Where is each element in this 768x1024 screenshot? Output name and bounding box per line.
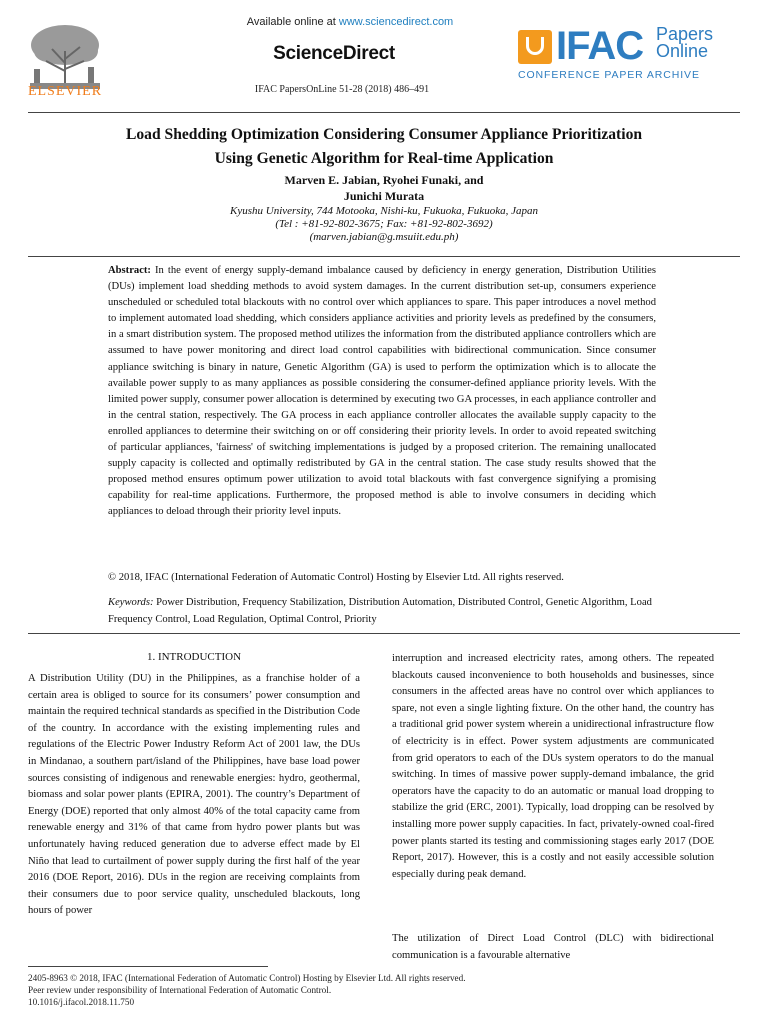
abstract-text: In the event of energy supply-demand imbalance caused by deficiency in energy generation, Distribution Utilities (DUs) implement load shedding methods to avoid system damages. In the current distribution set-up, consumers experience unscheduled or scheduled total blackouts with no control over which appliances to spare. This paper introduces a novel method to implement automated load shedding, which considers appliance activities and priority levels as predefined by the consumers, in a smart distribution system. The proposed method utilizes the information from the distributed appliance controllers which are assumed to have power monitoring and direct load control capabilities with bidirectional communication. Since consumer appliance switching is binary in nature, Genetic Algorithm (GA) is used to perform the optimization which is to allocate the available power supply to as many appliances as possible considering the consumer-defined appliance priority levels. With the limited power supply, consumer power allocation is determined by executing two GA processes, in each appliance controller and in the central station, respectively. The GA process in each appliance controller allocates the available supply capacity to the enrolled appliances to determine their switching on or off considering their priority levels. In order to avoid repeated switching of particular appliances, 'fairness' of switching implementations is judged by a proposed criterion. The remaining unallocated supply capacity is collected and optimally redistributed by GA in the central station. The case study results showed that the proposed method ensures optimum power utilization to avoid total blackouts with fast convergence signifying a promising capability for real-time applications. Furthermore, the proposed method is able to involve consumers in deciding which appliances to deload through their priority level inputs. [108, 265, 656, 518]
paper-authors [40, 172, 728, 204]
keywords-label: Keywords: [108, 597, 154, 608]
elsevier-wordmark: ELSEVIER [27, 84, 103, 99]
abstract-top-divider [28, 256, 740, 257]
keywords [108, 595, 668, 628]
footer-doi[interactable]: 10.1016/j.ifacol.2018.11.750 [28, 997, 135, 1007]
journal-reference: IFAC PapersOnLine 51-28 (2018) 486–491 [254, 84, 430, 95]
authors-line-1: Marven E. Jabian, Ryohei Funaki, and [284, 173, 484, 187]
section-heading-introduction: 1. INTRODUCTION [146, 651, 242, 663]
keywords-text: Power Distribution, Frequency Stabilization, Distribution Automation, Distributed Control, Genetic Algorithm, Load Frequency Control, Load Regulation, Optimal Control, Priority [108, 597, 652, 625]
author-affiliation [40, 205, 728, 244]
header-divider [28, 112, 740, 113]
abstract [108, 263, 656, 521]
footer-divider [28, 966, 268, 967]
sciencedirect-link[interactable]: www.sciencedirect.com [338, 16, 454, 28]
body-column-right: interruption and increased electricity rates, among others. The repeated blackouts caused inconvenience to both households and businesses, since consumers in the affected areas have no control over which appliances to spare, not even a single lighting fixture. On the other hand, the country has a traditional grid power system wherein a unidirectional infrastructure flow of electricity is in effect. Power system adjustments are communicated from grid operators to each of the DUs system operators to do the manual switching. In times of massive power supply-demand imbalance, the grid operators have the capacity to do an automatic or manual load dropping to stabilize the grid (ERC, 2001). Typically, load dropping can be resolved by installing more power supply capacities. In fact, privately-owned coal-fired power plants started its testing and commissioning stages early 2017 (DOE Report, 2017). However, this is a costly and not easily accessible solution especially during peak demand. [392, 653, 714, 880]
ifac-emblem-icon [518, 30, 552, 64]
body-column-left: A Distribution Utility (DU) in the Philippines, as a franchise holder of a certain area is obliged to source for its consumers’ power consumption and maintain the required technical standards as specified in the Distribution Code of the country. In accordance with the existing implementing rules and regulations of the Electric Power Industry Reform Act of 2001 law, the DUs in Mindanao, a southern part/island of the Philippines, have base load power sources consisting of indigenous and renewable energies: hydro, geothermal, biomass and solar power plants (EPIRA, 2001). The country’s Department of Energy (DOE) reported that only almost 40% of the total capacity came from renewable energy and 31% of that came from hydro power plants but was unfortunately having reduced generation due to adverse effect made by El Niño that lead to curtailment of power supply during the first half of the year 2016 (DOE Report, 2016). DUs in the region are receiving complaints from their consumers due to poor service quality, unscheduled blackouts, long hours of power [28, 673, 360, 917]
paper-title [40, 123, 728, 171]
footer-peer-review: Peer review under responsibility of International Federation of Automatic Control. [28, 985, 332, 995]
abstract-copyright: © 2018, IFAC (International Federation of Automatic Control) Hosting by Elsevier Ltd. All rights reserved. [108, 572, 564, 583]
ifac-online-word: Online [656, 41, 709, 61]
ifac-papers-word: Papers [656, 24, 714, 44]
authors-line-2: Junichi Murata [343, 189, 425, 203]
footer-copyright: 2405-8963 © 2018, IFAC (International Federation of Automatic Control) Hosting by Elsevier Ltd. All rights reserved. [28, 973, 466, 983]
ifac-conference-archive-text: CONFERENCE PAPER ARCHIVE [518, 69, 700, 81]
sciencedirect-brand: ScienceDirect [273, 43, 395, 64]
ifac-papersonline-logo [518, 26, 748, 86]
paper-title-line-2: Using Genetic Algorithm for Real-time Application [214, 150, 554, 167]
ifac-papers-online-text [656, 26, 713, 60]
available-online-label: Available online at [246, 16, 339, 28]
abstract-label: Abstract: [108, 265, 151, 276]
affiliation-email: (marven.jabian@g.msuiit.edu.ph) [309, 231, 459, 243]
keywords-bottom-divider [28, 633, 740, 634]
ifac-logo-text: IFAC [556, 24, 644, 68]
affiliation-address: Kyushu University, 744 Motooka, Nishi-ku, Fukuoka, Fukuoka, Japan [230, 205, 538, 217]
page-footer [28, 972, 748, 1008]
affiliation-phone: (Tel : +81-92-802-3675; Fax: +81-92-802-3692) [275, 218, 493, 230]
body-column-right-paragraph-2: The utilization of Direct Load Control (DLC) with bidirectional communication is a favourable alternative [392, 933, 714, 961]
paper-title-line-1: Load Shedding Optimization Considering Consumer Appliance Prioritization [125, 126, 643, 143]
